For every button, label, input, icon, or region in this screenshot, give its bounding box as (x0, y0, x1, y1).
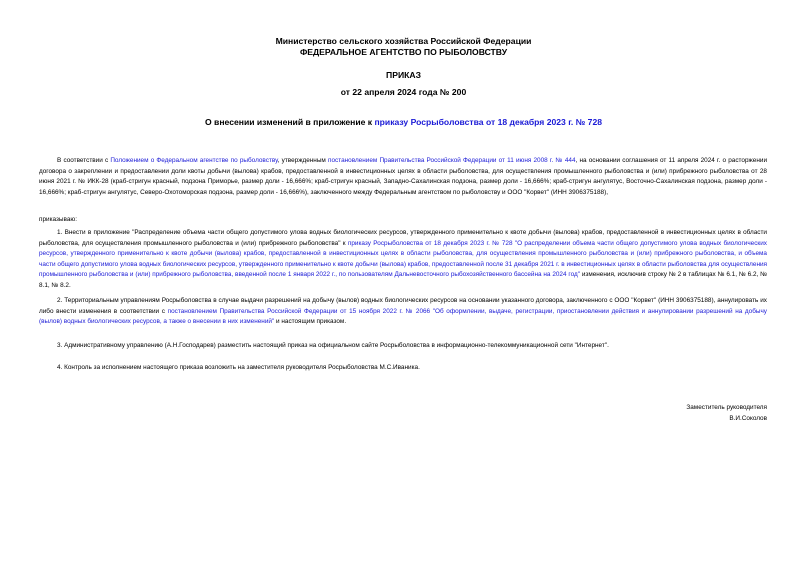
agency-name: ФЕДЕРАЛЬНОЕ АГЕНТСТВО ПО РЫБОЛОВСТВУ (299, 47, 508, 57)
ministry-name: Министерство сельского хозяйства Российской Федерации (275, 36, 532, 46)
decide-word: приказываю: (39, 216, 77, 223)
item-2 (39, 296, 767, 328)
item-2-text-2: и настоящим приказом. (274, 318, 347, 325)
item-2-text-1: 2. Территориальным управлениям Росрыболовства в случае выдачи разрешений на добычу (вылов) водных биологических ресурсов на основании указанного договора, заключенного с ООО "Корвет" (ИНН 3906375188), аннулировать их либо внести изменения в соответствии с (39, 297, 767, 315)
subject-prefix: О внесении изменений в приложение к (204, 117, 375, 127)
order-subject (0, 117, 807, 127)
preamble-text-2: , утвержденным (277, 157, 328, 164)
government-decree-444-link[interactable]: постановлением Правительства Российской Федерации от 11 июня 2008 г. № 444 (328, 157, 576, 164)
signatory-name: В.И.Соколов (729, 414, 767, 422)
regulation-link[interactable]: Положением о Федеральном агентстве по рыболовству (110, 157, 278, 164)
item-4: 4. Контроль за исполнением настоящего приказа возложить на заместителя руководителя Росрыболовства М.С.Иваника. (57, 364, 420, 371)
item-3: 3. Административному управлению (А.Н.Господарев) разместить настоящий приказ на официальном сайте Росрыболовства в информационно-телекоммуникационной сети "Интернет". (57, 342, 609, 349)
preamble-text-3: , на основании соглашения от 11 апреля 2024 г. о расторжении договора о закреплении и предоставлении доли квоты добычи (вылова) крабов, предоставленной в инвестиционных целях в области рыболовства, для осуществления промышленного рыболовства и (или) прибрежного рыболовства от 28 июня 2021 г. № ИКК-28 (краб-стригун красный, подзона Приморье, размер доли - 16,666%; краб-стригун красный, Западно-Сахалинская подзона, размер доли - 16,666%; краб-стригун ангулятус, Восточно-Сахалинская подзона, размер доли - 16,666%; краб-стригун ангулятус, Северо-Охотоморская подзона, размер доли - 16,666%), заключенного между Федеральным агентством по рыболовству и ООО "Корвет" (ИНН 3906375188), (39, 157, 768, 196)
item-1-text-1: 1. Внести в приложение "Распределение объема части общего допустимого улова водных биологических ресурсов, утвержденного применительно к квоте добычи (вылова) крабов, предоставленной в инвестиционных целях в области рыболовства, для осуществления промышленного рыболовства и (или) прибрежного рыболовства" к (39, 229, 767, 247)
order-728-link[interactable]: приказу Росрыболовства от 18 декабря 2023 г. № 728 "О распределении объема части общего допустимого улова водных биологических ресурсов, утвержденного применительно к квоте добычи (вылова) крабов, предоставленной в инвестиционных целях в области рыболовства, для осуществления промышленного рыболовства и (или) прибрежного рыболовства, и объема части общего допустимого улова водных биологических ресурсов, утвержденного применительно к квоте добычи (вылова) крабов, предоставленной после 31 декабря 2021 г. в инвестиционных целях в области рыболовства для осуществления промышленного рыболовства и (или) прибрежного рыболовства, введенной после 1 января 2022 г., по пользователям Дальневосточного рыбохозяйственного бассейна на 2024 год" (39, 239, 767, 278)
preamble-paragraph (39, 156, 767, 198)
item-1-text-2: изменения, исключив строку № 2 в таблицах № 6.1, № 6.2, № 8.1, № 8.2. (39, 271, 767, 289)
government-decree-2066-link[interactable]: постановлением Правительства Российской Федерации от 15 ноября 2022 г. № 2066 "Об оформлении, выдаче, регистрации, приостановлении действия и аннулировании разрешений на добычу (вылов) водных биологических ресурсов, а также о внесении в них изменений" (39, 307, 767, 325)
signature-block (686, 403, 767, 424)
order-title: ПРИКАЗ (386, 70, 421, 80)
preamble-text-1: В соответствии с (57, 157, 111, 164)
subject-link[interactable]: приказу Росрыболовства от 18 декабря 2023 г. № 728 (374, 117, 603, 127)
order-date: от 22 апреля 2024 года № 200 (340, 87, 467, 97)
signatory-position: Заместитель руководителя (686, 404, 767, 411)
item-1 (39, 228, 767, 291)
